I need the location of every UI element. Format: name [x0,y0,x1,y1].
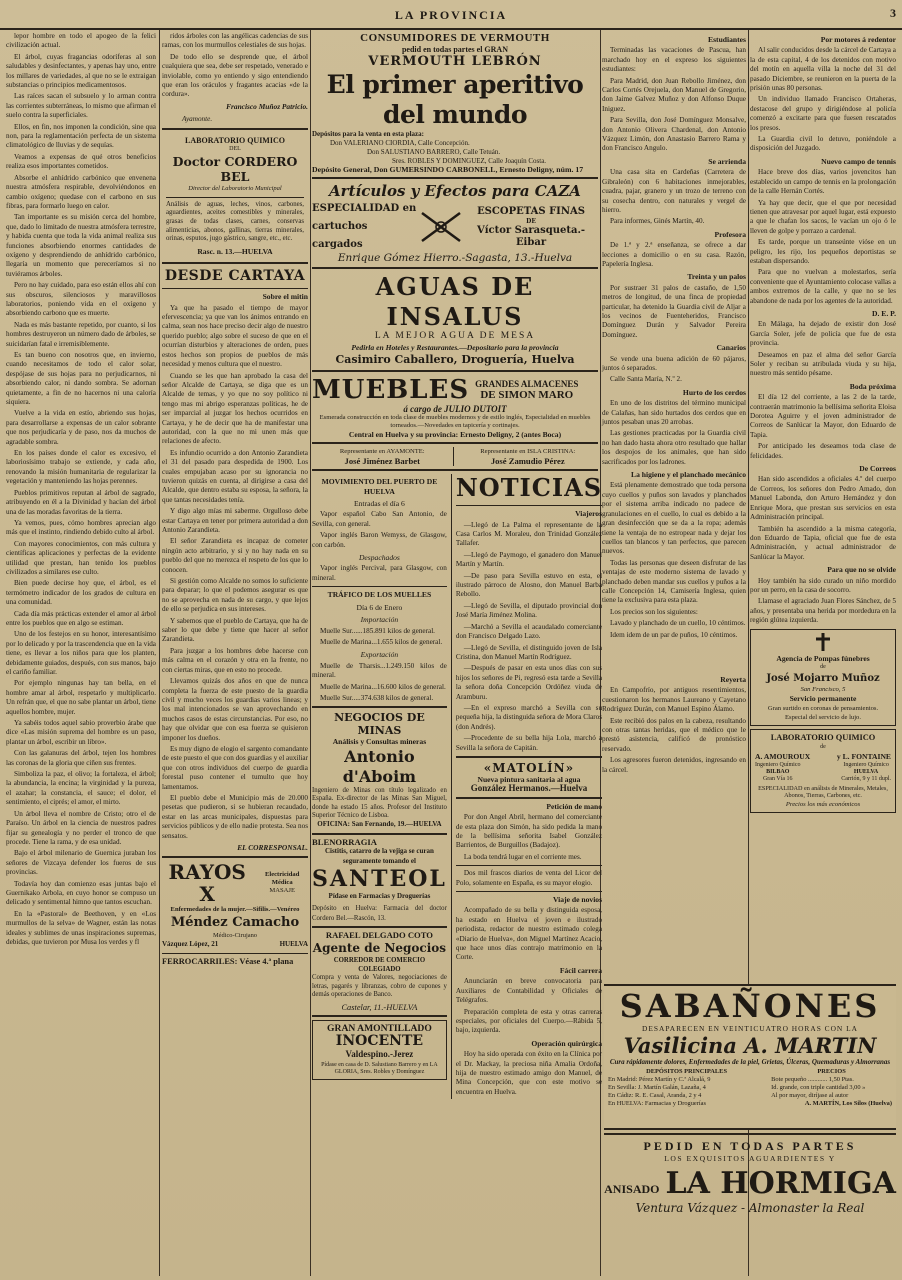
caza-right1: ESCOPETAS FINAS [477,205,585,217]
cartaya-subheading: Sobre el mitin [262,292,308,302]
column-2 [162,32,308,1274]
estudiantes-article [602,46,746,153]
paragraph: Para Madrid, don Juan Rebollo Jiménez, don Carlos Cortés Orejuela, don Manuel de Gregorio, don Jaime Galvez Muñoz y don Alfonso Duque Iniguez. [602,76,746,113]
paragraph: Muelle Sur......185.891 kilos de general. [320,626,435,635]
paragraph: Es tarde, porque un transeúnte vióse en un peligro, les rijo, los pequeños deportistas se estaban dispersando. [750,238,896,265]
santeol-deposit: Depósito en Huelva: Farmacia del doctor Cordero Bel.—Rascón, 13. [312,905,447,922]
sabanones-brand: Vasilicina A. MARTIN [623,1033,877,1058]
paragraph: Deseamos en paz el alma del señor García Soler y reciban su atribulada viuda y su hija, nuestro más sentido pésame. [750,350,896,378]
viajeros-heading: Viajeros [575,509,603,519]
paragraph: Ya sabéis todos aquel sabio proverbio árabe que dice «Las misión suprema del hombre es un paso, plantar un árbol, escribir un libro». [6,719,156,746]
cerdos-article [602,399,746,467]
paragraph: Con las galanuras del árbol, tejen los hombres las coronas de la gloria que ciñen sus frentes. [6,749,156,767]
sabanones-precios-list [771,1076,892,1100]
column-rule [159,30,160,1276]
insalus-line: Pedirla en Hoteles y Restaurantes.—Depositario para la provincia [351,343,559,353]
estudiantes-heading: Estudiantes [708,35,746,44]
hormiga-anisado: ANISADO [604,1182,660,1196]
rayos-ad-city: HUELVA [279,940,308,949]
sabanones-title: SABAÑONES [619,987,881,1025]
paragraph: Id. grande, con triple cantidad 3,00 » [771,1084,866,1091]
paragraph: Terminadas las vacaciones de Pascua, han marchado hoy en el expreso los siguientes estudiantes: [602,46,746,74]
caza-bottom: Enrique Gómez Hierro.-Sagasta, 13.-Huelva [337,252,573,265]
treinta-heading: Treinta y un palos [687,272,746,282]
paragraph: Pero no hay cuidado, para eso están ellos ahí con sus obscuros, silenciosos y maravillosos laboratorios, poniendo vida en el oxígeno y absorbiendo carbono que es muerte. [6,281,156,318]
vermouth-general: Depósito General, Don GUMERSINDO CARBONELL, Ernesto Deligny, núm. 17 [312,164,584,174]
funebres-ad [750,629,896,727]
hormiga-ad [604,1130,896,1276]
cartaya-signature: EL CORRESPONSAL. [237,843,308,852]
santeol-heading: BLENORRAGIA [312,836,377,847]
paragraph: Para informes, Ginés Martín, 40. [610,217,705,226]
paragraph: Bien puede decirse hoy que, el árbol, es el termómetro indicador de los grados de cultura en una comunidad. [6,579,156,607]
paragraph: Todavía hoy dan comienzo esas juntas bajo el Guernikako Arbola, en cuyo honor se compuso un delicado y sentimental himno que tantos escuchan. [6,879,156,907]
olvide-article [750,577,896,626]
paragraph: La boda tendrá lugar en el corriente mes. [463,852,582,861]
paragraph: En la «Pastoral» de Beethoven, y en «Los murmullos de la selva» de Wagner, están las notas ideales y sublimes de unas inspiraciones supremas, debidas, que tuvieron por Musa los verdes y fl [6,909,156,946]
paragraph: Es muy digno de elogio el sargento comandante de este puesto el que con dos guardias y el auxiliar que con otros individuos del cuerpo de guardia forestal puso contener el tumulto que hoy lamentamos. [162,744,308,791]
paragraph: Muelle Sur.....374.638 kilos de general. [320,693,434,702]
santeol-brand: SANTEOL [312,866,447,893]
paragraph: ridos árboles con las angélicas cadencias de sus ramas, con los murmullos celestiales de sus hojas. [162,32,308,50]
minas-body: Ingeniero de Minas con título legalizado en España. Ex-director de las Minas San Miguel, donde ha estado 15 años. Profesor del Instituto Superior Técnico de Lisboa. [312,786,447,819]
muebles-desc: Esmerada construcción en toda clase de muebles modernos y de estilo inglés, Especialidad en muebles torneados.—Novedades en tapicería y cortinajes. [319,414,591,430]
paragraph: Uno de los festejos en su honor, interesantísimo por lo delicado y por la trascendencia que en la vida tiene, es llevar a los niños para que los planten, debidamente guiados, después, con sus manos, bajo el cariño familiar. [6,630,156,676]
canarios-heading: Canarios [716,343,746,353]
hormiga-line2: LOS EXQUISITOS AGUARDIENTES Y [664,1154,836,1163]
paragraph: Bajo el árbol milenario de Guernica juraban los señores de Vizcaya defender los fueros de sus provincias. [6,849,156,877]
trafico-importacion: Importación [360,615,399,625]
funebres-servicio: Servicio permanente [789,694,857,704]
paragraph: —Procedente de su bella hija Lola, marchó a Sevilla la señora de Capitán. [455,734,603,752]
paragraph: Para Sevilla, don José Domínguez Monsalve, don Antonio Olivera Chardenal, don Antonio Vázquez Limón, don Anastasio Barrero Rama y don Francisco Angulo. [602,116,746,153]
funebres-line2: Especial del servicio de lujo. [785,714,861,721]
paragraph: Idem idem de un par de puños, 10 céntimos. [610,630,738,639]
muebles-right2: DE SIMON MARO [480,388,574,401]
amontillado-brand: INOCENTE [335,1033,424,1050]
rep-right-label: Representante en ISLA CRISTINA: [480,448,576,456]
vermouth-deposit2: Don VALERIANO CIORDIA, Calle Concepción. [330,139,470,148]
amontillado-ad [312,1020,447,1080]
paragraph: Por anticipado les deseamos toda clase de felicidades. [750,442,896,460]
paragraph: Tan importante es su misión cerca del hombre, que, dado lo limitado de nuestra atmósfera terrestre, y habida cuenta que toda la vida animal realiza sus funciones absorbiendo enormes cantidades de oxígeno y desprendiendo de anhídrido carbónico, llegaría un momento que pereceríamos si no tuviéramos árboles. [6,213,156,278]
paragraph: En Málaga, ha dejado de existir don José García Soler, jefe de policía que fue de esta provincia. [750,320,896,348]
minas-sub: Análisis y Consultas mineras [332,737,427,747]
novios-article [456,906,602,962]
sabanones-ad [604,984,896,1130]
paragraph: Llevamos quizás dos años en que de nunca completa la fuerza de este puesto de la guardia civil y mucho veces los guardias varios lineas; y los mal intencionados se van aprovechando en muchos casos de estas circunstancias. Por eso, no hay que olvidar que con esa fuerza se quisieron imponer los dueños. [162,677,308,742]
facil-heading: Fácil carrera [559,965,603,975]
profesora-article [602,241,746,269]
matolin-sub: Nueva pintura sanitaria al agua [477,774,581,784]
paragraph: Al por mayor, diríjase al autor [771,1092,849,1099]
puerto-heading: MOVIMIENTO DEL PUERTO DE HUELVA [321,477,438,496]
caza-right3: Víctor Sarasqueta.-Eibar [476,224,586,248]
canarios-article [602,355,746,385]
paragraph: En Madrid: Pérez Martín y C.ª Alcalá, 9 [608,1076,711,1083]
paragraph: Por don Angel Abril, hermano del comerciante de esta plaza don Simón, ha sido pedida la mano de la bellísima señorita Isabel González Barrientos, de Burguillos (Badajoz). [455,813,603,850]
vermouth-deposit4: Sres. ROBLES Y DOMINGUEZ, Calle Joaquín Costa. [392,156,547,165]
paragraph: Un árbol lleva el nombre de Cristo; otro el de Paraíso. Un árbol en la ciencia de nuestros padres fijar su genealogía y no perder el tronco de que procede. Tiene la rama, y de esa unidad. [6,809,156,846]
profesora-heading: Profesora [714,229,746,239]
page-number: 3 [890,6,896,20]
newspaper-title: LA PROVINCIA [394,8,508,22]
paragraph: El día 12 del corriente, a las 2 de la tarde, contraerán matrimonio la bellísima señorita Eloisa Dorotea Aguirre y el joven administrador de Correos de Sanlúcar la Mayor, don Eduardo de Tapia. [750,393,896,439]
paragraph: Llamase el agraciado Juan Flores Sánchez, de 5 años, y presentaba una herida por mordedura en la región glútea izquierda. [750,597,896,625]
paragraph: Ya que ha pasado el tiempo de mayor efervescencia; ya que van los ánimos entrando en calma, sean nos hace preciso decir algo de nuestro querido pueblo; algo sobre el suceso de que en el ocurrían disturbios y alteraciones de orden, pues estos hechos son propios de pueblos de más necesidad y menos cultura que el nuestro. [162,303,308,369]
paragraph: Un individuo llamado Francisco Ortaheras, destacose del grupo y dirigiéndose al policía comenzó a excitarte para que fuesen rescatados los presos. [750,95,896,132]
paragraph: En Sevilla: J. Martín Galán, Lazaña, 4 [608,1084,706,1091]
paragraph: Para que no vuelvan a molestarlos, sería conveniente que el Ayuntamiento colocase vallas a ambos extremos de la calle, y que no se les abandone de nada por los agentes de la autoridad. [750,268,896,305]
paragraph: En Cádiz: R. E. Casal, Aranda, 2 y 4 [608,1092,702,1099]
hormiga-bottom: Ventura Vázquez - Almonaster la Real [635,1201,865,1215]
paragraph: Han sido ascendidos a oficiales 4.º del cuerpo de Correos, los señores don Pedro Amado, don Manuel Labonda, don Arturo Hernández y don Enrique Mora, que prestan sus servicios en esta Administración principal. [750,475,896,522]
vermouth-line2: pedid en todas partes el GRAN [401,45,508,54]
paragraph: Ya hay que decir, que el que por necesidad tienen que atravesar por aquel lugar, está expuesto a que le chafan los sacos, le vacían un ojo ó le lleven de golpe y porrazo a cardenal. [750,198,896,235]
paragraph: Se vende una buena adición de 60 pájaros, juntos ó separados. [602,354,746,372]
minas-address: OFICINA: San Fernando, 19.—HUELVA [317,820,442,829]
paragraph: Al salir conducidos desde la cárcel de Cartaya a la de esta capital, 4 de los detenidos con motivo del motín en aquella villa la noche del 31 del pasado Diciembre, se reunieron en la puerta de la prisión unas 80 personas. [750,46,896,93]
lab2-precios: Precios los más económicos [785,800,861,808]
funebres-line1: Gran surtido en coronas de pensamientos. [767,704,879,712]
muebles-right1: GRANDES ALMACENES [475,378,579,389]
paragraph: Vapor inglés Baron Wemyss, de Glasgow, con carbón. [312,531,447,549]
lab2-left2: BILBAO [766,768,790,775]
paragraph: También ha ascendido a la misma categoría, don Eduardo de Tapia, oficial que fue de esta Administración, y actual administrador de Sanlúcar la Mayor. [750,524,896,561]
paragraph: Bote pequeño ............ 1,50 Ptas. [771,1076,854,1083]
noticias-heading: NOTICIAS [455,473,603,503]
paragraph: Muelle de Marina...1.655 kilos de general. [320,637,443,646]
amontillado-pidase: Pídase en casa de D. Salustiano Barrero y en LA GLORIA, Sres. Robles y Domínguez [321,1061,438,1075]
insalus-name: Casimiro Caballero, Droguería, Huelva [335,352,575,366]
paragraph: Lavado y planchado de un cuello, 10 céntimos. [610,619,746,628]
column-4-lower [602,672,746,774]
motores-article [750,46,896,153]
reyerta-article [602,686,746,775]
puerto-despachados-list [312,564,447,583]
cartaya-heading: DESDE CARTAYA [164,268,306,285]
lab2-de: de [820,743,826,750]
trafico-date: Día 6 de Enero [356,602,403,612]
novios-heading: Viaje de novios [552,895,603,905]
puerto-entradas: Entradas el día 6 [354,499,405,509]
delgado-title: Agente de Negocios [312,940,447,955]
column-4 [602,32,746,668]
caza-line1: Artículos y Efectos para CAZA [329,182,581,201]
rayos-ad-side2: MASAJE [269,887,296,895]
hormiga-brand: LA HORMIGA [665,1166,896,1201]
paragraph: Una casa sita en Cardeñas (Carretera de Gibraleón) con 6 habitaciones inmejorables, cuadra, pajar, granero y un trozo de terreno con su cosecha dentro, con naturales y vergel de hierro. [602,168,746,214]
paragraph: —Llegó de Sevilla, el distinguido joven de Isla Cristina, don Manuel Martín Rodríguez. [455,643,603,661]
lab2-line: ESPECIALIDAD en análisis de Minerales, Metales, Abonos, Tierras, Carbones, etc. [758,784,888,800]
rayos-ad-name: Méndez Camacho [170,914,300,930]
lab-ad-title: LABORATORIO QUIMICO [185,135,285,145]
lab2-right1: Ingeniero Químico [843,761,889,768]
arrienda-heading: Se arrienda [708,156,746,166]
tennis-heading: Nuevo campo de tennis [821,156,896,166]
exportacion-list [312,662,447,704]
paragraph: Las raíces sacan el subsuelo y lo arman contra las corrientes subterráneas, lo mismo que afirman el suelo contra la superficiales. [6,92,156,120]
paragraph: —Llegó de Sevilla, el diputado provincial don José María Jiménez Molina. [455,601,603,620]
dep-heading: D. E. P. [872,308,896,318]
paragraph: Las gestiones practicadas por la Guardia civil no han dado hasta ahora otro resultado que hallar los despojos de los animales, que han sido sacrificados por los ladrones. [602,429,746,466]
funebres-de: de [820,664,826,671]
rep-left-label: Representante en AYAMONTE: [339,448,425,456]
paragraph: Vuelve a la vida en estío, abriendo sus hojas, para desarrollarse a expensas de un calor sobrante que nos perjudicaría y de paso, nos da muchos de agradable sombra. [6,409,156,446]
caza-left1: ESPECIALIDAD en [312,203,417,215]
paragraph: Es tan bueno con nosotros que, en invierno, cuando necesitamos de todo el calor solar, despójase de sus hojas para no perjudicarnos, ni absorbiendo calor, ni dando sombra. Se adornan quietamente, a fin de no hacernos ni una caloría siquiera. [6,351,156,407]
sabanones-depositos-list [608,1076,765,1108]
boda-heading: Boda próxima [849,381,896,391]
paragraph: En uno de los distritos del término municipal de Calañas, han sido hurtados dos cerdos que en juntos pesaban unas 20 arrobas. [602,399,746,427]
vermouth-deposit1: Depósitos para la venta en esta plaza: [312,130,424,139]
cerdos-heading: Hurto de los cerdos [682,387,746,397]
paragraph: Anunciarán en breve convocatoria para Auxiliares de Contabilidad y Oficiales de Telégrafos. [455,977,603,1005]
paragraph: Si gestión como Alcalde no somos lo suficiente para deparar; lo que el podemos asegurar es que no se aprovecha en nada de su cargo, y que lejos de ello se perjudica en sus intereses. [162,577,308,614]
vermouth-deposit3: Don SALUSTIANO BARRERO, Calle Tetuán. [367,148,501,156]
peticion-article [456,813,602,862]
paragraph: Los agresores fueron detenidos, ingresando en la cárcel. [602,756,746,774]
arrienda-article [602,168,746,226]
minas-heading: NEGOCIOS DE MINAS [334,711,425,738]
vermouth-slogan: El primer aperitivo del mundo [326,70,584,130]
sabanones-sub: DESAPARECEN EN VEINTICUATRO HORAS CON LA [642,1024,858,1033]
olvide-heading: Para que no se olvide [827,565,896,575]
paragraph: Es infundio ocurrido a don Antonio Zarandieta el 31 del pasado para despedida de 1900. Los cuales empujaban acaso por su ignorancia no tuvieron quizás en cuenta, al dirigirse a casa del Alcalde, que dentro estaba su esposa, la señora, la que tantas necesidades tenía. [162,448,308,504]
lab-ad-subtitle: Director del Laboratorio Municipal [188,185,282,193]
correos-article [750,475,896,562]
paragraph: Simboliza la paz, el olivo; la fortaleza, el árbol; la abundancia, la encina; la virginidad y la pureza, el azahar; la constancia, el sauce; el dolor, el sentimiento, el ciprés; el amor, el mirto. [6,770,156,807]
rep-right-name: José Zamudio Pérez [490,455,565,466]
insalus-sub: LA MEJOR AGUA DE MESA [374,330,536,341]
boda-article [750,393,896,461]
lab2-title: LABORATORIO QUIMICO [770,733,876,743]
paragraph: Por sustraer 31 palos de castaño, de 1,50 metros de longitud, de una finca de propiedad particular, ha detenido la Guardia civil de Aljar a los vecinos de Fuenteheridos, Francisco Domínguez Durán y Salvador Pereira Domínguez. [602,283,746,339]
matolin-name: González Hermanos.—Huelva [470,783,588,794]
paragraph: Y digo algo mías mi saberme. Orgulloso debe estar Cartaya en tener por primera autoridad a don Antonio Zarandieta. [162,507,308,534]
caza-left2: cartuchos cargados [312,221,368,251]
paragraph: Este recibió dos palos en la cabeza, resultando con otras tantas heridas, que el médico que le prestó asistencia, calificó de pronóstico reservado. [602,716,746,753]
paragraph: Muelle de Marina...16.600 kilos de general. [320,682,446,691]
sabanones-depositos-heading: DEPÓSITOS PRINCIPALES [646,1068,728,1075]
treinta-article [602,284,746,340]
vermouth-line1: CONSUMIDORES DE VERMOUTH [360,32,550,44]
paragraph: De todo ello se desprende que, el árbol cualquiera que sea, debe ser respetado, venerado e inviolable, como yo entiendo y sigo entendiendo que eran los oráculos y fragantes acacias «de la cordura». [162,52,308,99]
sabanones-cura: Cura rápidamente dolores, Enfermedades de la piel, Grietas, Úlceras, Quemaduras y Almorranas [609,1058,891,1066]
delgado-body: Compra y venta de Valores, negociaciones de letras, pagarés y libranzas, cobro de cupones y demás operaciones de Banco. [312,974,447,999]
paragraph: Ya vemos, pues, cómo hombres aprecian algo más que el instinto, rindiendo debido culto al árbol. [6,518,156,537]
sabanones-precios-heading: PRECIOS [817,1068,846,1075]
paragraph: Con mayores conocimientos, con más cultura y científicas aplicaciones y perfectas de la evidente utilidad que prestan, han tenido los pueblos civilizados a similares ese culto. [6,539,156,576]
paragraph: Calle Santa María, N.º 2. [610,375,682,384]
paragraph: Cada día más prácticas extender el amor al árbol entre los pueblos que en algo se estiman. [6,609,156,627]
paragraph: El árbol, cuyas fragancias odoríferas al son saludables y desinfectantes, y apenas hay uno, entre los millares de variedades, al que no se le extraigan substancias o principios medicamentosos. [6,52,156,90]
masthead [0,0,902,30]
paragraph: —En el expreso marchó a Sevilla con su pequeña hija, la distinguida señora de Mora Claros (don Andrés). [455,703,603,731]
paragraph: Cuando se les que han aprobado la casa del señor Alcalde de Cartaya, se diga que es un Alcalde de temas, y yo que no soy político ni tengo mas mi abrigo esperanzas políticas, he de ser imparcial al juzgar los hechos ocurridos en Cartaya, y he de decir que ha de manifestar una autoridad, con la que no mi unen más que relaciones de afecto. [162,371,308,446]
motores-heading: Por motores á redentor [820,35,896,44]
paragraph: —Marchó a Sevilla el acaudalado comerciante don Francisco Delgado Lazo. [455,622,603,641]
lab2-names-right: y L. FONTAINE [836,752,891,762]
rayos-ad-big: RAYOS X [168,860,246,907]
rep-left-name: José Jiménez Barbet [344,455,420,466]
paragraph: —De paso para Sevilla estuvo en esta, el ilustrado párroco de Alosno, don Manuel Barba Rebollo. [455,571,603,599]
paragraph: Hoy también ha sido curado un niño mordido por un perro, en la casa de socorro. [750,576,896,594]
operacion-article [456,1050,602,1097]
peticion-heading: Petición de mano [546,801,603,811]
article-signature: Francisco Muñoz Patricio. [226,101,308,111]
cartaya-article [162,304,308,841]
lab2-left3: Gran Vía 16 [762,775,793,782]
paragraph: Muelle de Tharsis...1.249.150 kilos de mineral. [312,661,447,680]
paragraph: Los precios son los siguientes: [610,607,698,616]
rayos-ad-line: Enfermedades de la mujer.—Sifilis.—Venéreo [170,906,300,914]
lab-ad-body: Análisis de aguas, leches, vinos, carbones, aguardientes, aceites comestibles y minerales, grasas de todas clases, carnes, conservas alimenticias, abonos, gallinas, tierras minerales, orinas, esputos, jugo gástrico, sangre, etc., etc. [166,200,304,243]
delgado-corredor: CORREDOR DE COMERCIO COLEGIADO [333,956,426,974]
paragraph: Nada es más bastante repetido, por cuanto, si los hombres destruyeron un número dado de árboles, se suicidarían fatal e irremisiblemente. [6,320,156,348]
paragraph: lepor hombre en todo el apogeo de la felici civilización actual. [6,32,156,50]
paragraph: Vapor español Cabo San Antonio, de Sevilla, con general. [312,510,447,528]
lab2-names-left: A. AMOUROUX [755,752,811,762]
lab-ad-doctor: Doctor CORDERO BEL [172,154,298,185]
reyerta-heading: Reyerta [720,675,746,684]
amontillado-line1: GRAN AMONTILLADO [327,1023,432,1035]
correos-heading: De Correos [859,464,896,474]
higiene-article [602,481,746,640]
paragraph: El señor Zarandieta es incapaz de cometer ningún acto arbitrario, y si y no hay nada en su pueblo del que no merezca el respeto de los que lo conocen. [162,537,308,574]
crossed-rifles-icon [418,209,464,245]
paragraph: Para juzgar a los hombres debe hacerse con más calma en el corazón y otra en la frente, no con ciertas miras, que en esto no procede. [162,646,308,674]
lab-ad [162,133,308,260]
tennis-article [750,168,896,306]
rayos-ad-subname: Médico-Cirujano [212,931,257,939]
paragraph: Por ejemplo ningunas hay tan bella, en el hombre amar al árbol, respetarlo y multiplicarlo. Un refrán que, el que no sabe plantar un árbol, tiene aquellos hombre, mujer. [6,679,156,716]
lab2-left1: Ingeniero Químico [755,761,801,768]
ferrocarriles-note: FERROCARRILES: Véase 4.ª plana [162,956,294,966]
delgado-address: Castelar, 11.-HUELVA [341,1002,418,1012]
paragraph: En HUELVA: Farmacias y Droguerías [608,1100,706,1107]
column-3 [312,32,603,1274]
operacion-heading: Operación quirúrgica [531,1038,603,1048]
column-rule [310,30,311,1276]
paragraph: —Llegó de Paymogo, el ganadero don Manuel Martín y Martín. [455,550,603,569]
viajeros-list [456,521,602,753]
column-5 [750,32,896,808]
trafico-heading: TRÁFICO DE LOS MUELLES [327,590,432,600]
paragraph: Está plenamente demostrado que toda persona cuyo cuellos y puños son lavados y planchados por el sistema arriba indicado no padece de granulaciones en el cuello, lo cual es debido a la gran desinfección que se da a la ropa; además tiene la ventaja de no estropear nada y dejar los cuellos tan blancos y tan perfectos, que parecen nuevos. [602,481,746,556]
paragraph: El pueblo debe el Municipio más de 20.000 pesetas que pudieron, si se hubieran recaudado, estar en las arcas municipales, dispuestas para servicios públicos y de ello nadie protesta. Sea nos sensatos. [162,793,308,840]
paragraph: Absorbe el anhídrido carbónico que envenena nuestra atmósfera respirable, devolviéndonos en cambio oxígeno; quedase con el carbono en sus fibras, para formarlo luego en calor. [6,173,156,210]
paragraph: —Después de pasar en esta unos días con sus hijos los señores de Pi, regresó esta tarde a Sevilla la señora doña Concepción Ordóñez viuda de Aramburu. [455,664,603,701]
paragraph: Veamos a expensas de qué otros beneficios realiza esos importantes cometidos. [6,152,156,171]
lab-ad-address: Rasc. n. 13.—HUELVA [197,246,273,256]
vermouth-brand: VERMOUTH LEBRÓN [368,54,542,70]
paragraph: Vapor inglés Percival, para Glasgow, con mineral. [312,564,447,582]
minas-name: Antonio d'Aboim [342,746,417,786]
tree-article [6,32,156,947]
paragraph: —Llegó de La Palma el representante de la Casa Carlos M. Moraleu, don Trinidad González Tallafer. [455,520,603,548]
muebles-big: MUEBLES [312,374,470,405]
higiene-heading: La higiene y el planchado mecánico [631,470,746,480]
lab2-right2: HUELVA [853,768,879,775]
paragraph: Hoy ha sido operada con éxito en la Clínica por el Dr. Mackay, la preciosa niña Amalia Ordoña, hija de nuestro estimado amigo don Manuel, de Mina Concepción, que con este motivo se encuentra en Huelva. [455,1050,603,1096]
caza-right2: DE [526,217,536,225]
rayos-ad-address: Vázquez López, 21 [162,940,219,949]
funebres-title: Agencia de Pompas fúnebres [776,653,870,663]
paragraph: Todas las personas que deseen disfrutar de las ventajas de este moderno sistema de lavado y planchado deben mandar sus cuellos y puños a la calle Concepción 14, Camisería Inglesa, quien tiene la exclusiva para esta plaza. [602,558,746,605]
paragraph: Pueblos primitivos reputan al árbol de sagrado, atribuyendo en él a la Divinidad y hacían del árbol una de las moradas favoritas de la tierra. [6,488,156,516]
paragraph: De 1.ª y 2.ª enseñanza, se ofrece a dar lecciones a domicilio o en su casa. Razón, Papelería Inglesa. [602,241,746,268]
facil-article [456,977,602,1035]
santeol-line: Cistitis, catarro de la vejiga se curan seguramente tomando el [324,847,434,865]
puerto-entradas-list [312,510,447,550]
matolin-brand: «MATOLÍN» [483,760,575,775]
importacion-list [312,627,447,648]
paragraph: En Campofrío, por antiguos resentimientos, cuestionaron los hermanos Laureano y Cayetano Rodríguez Durán, con Manuel Espino Álamo. [602,686,746,714]
muebles-cargo: á cargo de JULIO DUTOIT [403,403,507,414]
insalus-title: AGUAS DE INSALUS [375,271,535,331]
sabanones-autor: A. MARTÍN, Los Silos (Huelva) [804,1100,892,1107]
paragraph: Preparación completa de esta y otras carreras especiales, por oficiales del Cuerpo.—Rábida 5, bajo, izquierda. [455,1007,603,1035]
hormiga-line1: PEDID EN TODAS PARTES [643,1139,857,1153]
funebres-name: José Mojarro Muñoz [766,672,880,684]
dep-article [750,320,896,378]
paragraph: La Guardia civil lo detuvo, poniéndole a disposición del Juzgado. [750,135,896,153]
trafico-exportacion: Exportación [360,650,399,660]
paragraph: Acompañado de su bella y distinguida esposa, ha estado en Huelva el joven e ilustrado periodista, redactor de nuestro estimado colega «Diario de Huelva», don Miguel Martínez Acacio, que hace unos días contrajo matrimonio en la Corte. [455,906,603,962]
delgado-name: RAFAEL DELGADO COTO [325,930,433,941]
paragraph: Hace breve dos días, varios jovencitos han establecido un campo de tennis en la prolongación de la calle Hernán Cortés. [750,168,896,196]
paragraph: Y sabemos que el pueblo de Cartaya, que ha de saber lo que debe y tiene que hacer al señor Zarandieta. [162,616,308,644]
tree-article-continued [162,32,308,100]
paragraph: Ellos, en fin, nos imponen la condición, sine qua non, para la reglamentación perfecta de un sistema climatológico de lluvias y de sequías. [6,122,156,150]
santeol-pidase: Pídase en Farmacias y Droguerías [328,892,431,901]
rayos-ad-side1: Electricidad Médica [264,871,300,887]
cross-icon [816,633,830,651]
funebres-address: San Francisco, 5 [800,685,846,693]
rayos-ad [162,861,308,905]
article-place: Ayamonte. [182,115,213,124]
lab-ad-del: DEL [229,146,241,153]
puerto-despachados: Despachados [358,553,400,563]
licor-note: Dos mil frascos diarios de venta del Licor del Polo, solamente en España, es su mayor elogio. [455,869,603,887]
muebles-central: Central en Huelva y su provincia: Ernesto Deligny, 2 (antes Boca) [348,430,562,440]
paragraph: En los países donde el calor es excesivo, el laboriosísimo trabajo se extiende, y cada año, renovando la misión humanitaria de regularizar la vegetación y manteniendo las hojas perennes. [6,449,156,486]
column-1 [6,32,156,1274]
lab2-ad [750,729,896,813]
lab2-right3: Carrión, 9 y 11 dupl. [841,775,891,782]
amontillado-place: Valdespino.-Jerez [345,1049,414,1060]
